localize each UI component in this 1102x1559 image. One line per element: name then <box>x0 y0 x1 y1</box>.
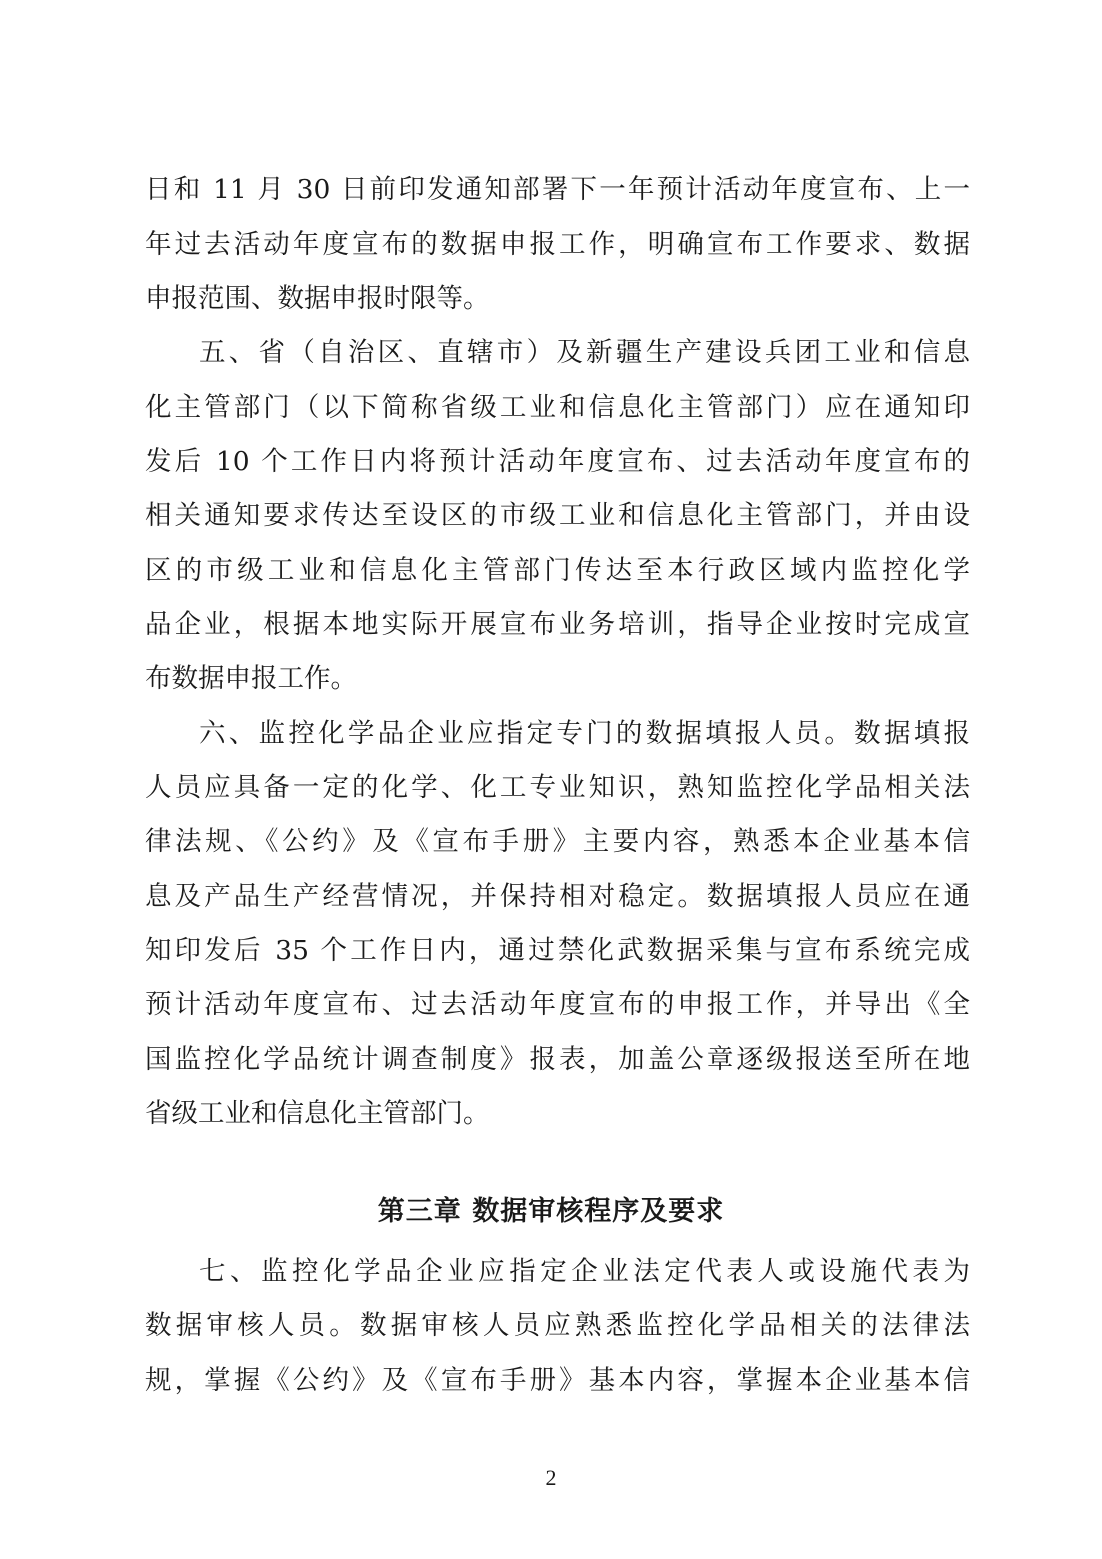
paragraph-line: 预计活动年度宣布、过去活动年度宣布的申报工作，并导出《全 <box>145 989 970 1020</box>
paragraph-line: 申报范围、数据申报时限等。 <box>145 283 490 314</box>
paragraph-line: 相关通知要求传达至设区的市级工业和信息化主管部门，并由设 <box>145 500 970 531</box>
paragraph-line: 数据审核人员。数据审核人员应熟悉监控化学品相关的法律法 <box>145 1310 970 1341</box>
paragraph-line: 区的市级工业和信息化主管部门传达至本行政区域内监控化学 <box>145 555 970 586</box>
paragraph-line: 知印发后 35 个工作日内，通过禁化武数据采集与宣布系统完成 <box>145 935 970 966</box>
paragraph-line: 发后 10 个工作日内将预计活动年度宣布、过去活动年度宣布的 <box>145 446 970 477</box>
paragraph-line: 年过去活动年度宣布的数据申报工作，明确宣布工作要求、数据 <box>145 229 970 260</box>
paragraph-line: 品企业，根据本地实际开展宣布业务培训，指导企业按时完成宣 <box>145 609 970 640</box>
paragraph-line: 五、省（自治区、直辖市）及新疆生产建设兵团工业和信息 <box>199 337 970 368</box>
chapter-heading: 第三章 数据审核程序及要求 <box>377 1196 725 1227</box>
paragraph-line: 七、监控化学品企业应指定企业法定代表人或设施代表为 <box>199 1256 970 1287</box>
page-number: 2 <box>545 1465 557 1490</box>
paragraph-line: 息及产品生产经营情况，并保持相对稳定。数据填报人员应在通 <box>145 881 970 912</box>
paragraph-line: 日和 11 月 30 日前印发通知部署下一年预计活动年度宣布、上一 <box>145 174 970 205</box>
paragraph-line: 国监控化学品统计调查制度》报表，加盖公章逐级报送至所在地 <box>145 1044 970 1075</box>
paragraph-line: 化主管部门（以下简称省级工业和信息化主管部门）应在通知印 <box>145 392 970 423</box>
paragraph-line: 律法规、《公约》及《宣布手册》主要内容，熟悉本企业基本信 <box>145 826 970 857</box>
paragraph-line: 省级工业和信息化主管部门。 <box>145 1098 490 1129</box>
paragraph-line: 规，掌握《公约》及《宣布手册》基本内容，掌握本企业基本信 <box>145 1365 970 1396</box>
paragraph-line: 布数据申报工作。 <box>145 663 357 694</box>
paragraph-line: 人员应具备一定的化学、化工专业知识，熟知监控化学品相关法 <box>145 772 970 803</box>
paragraph-line: 六、监控化学品企业应指定专门的数据填报人员。数据填报 <box>199 718 970 749</box>
